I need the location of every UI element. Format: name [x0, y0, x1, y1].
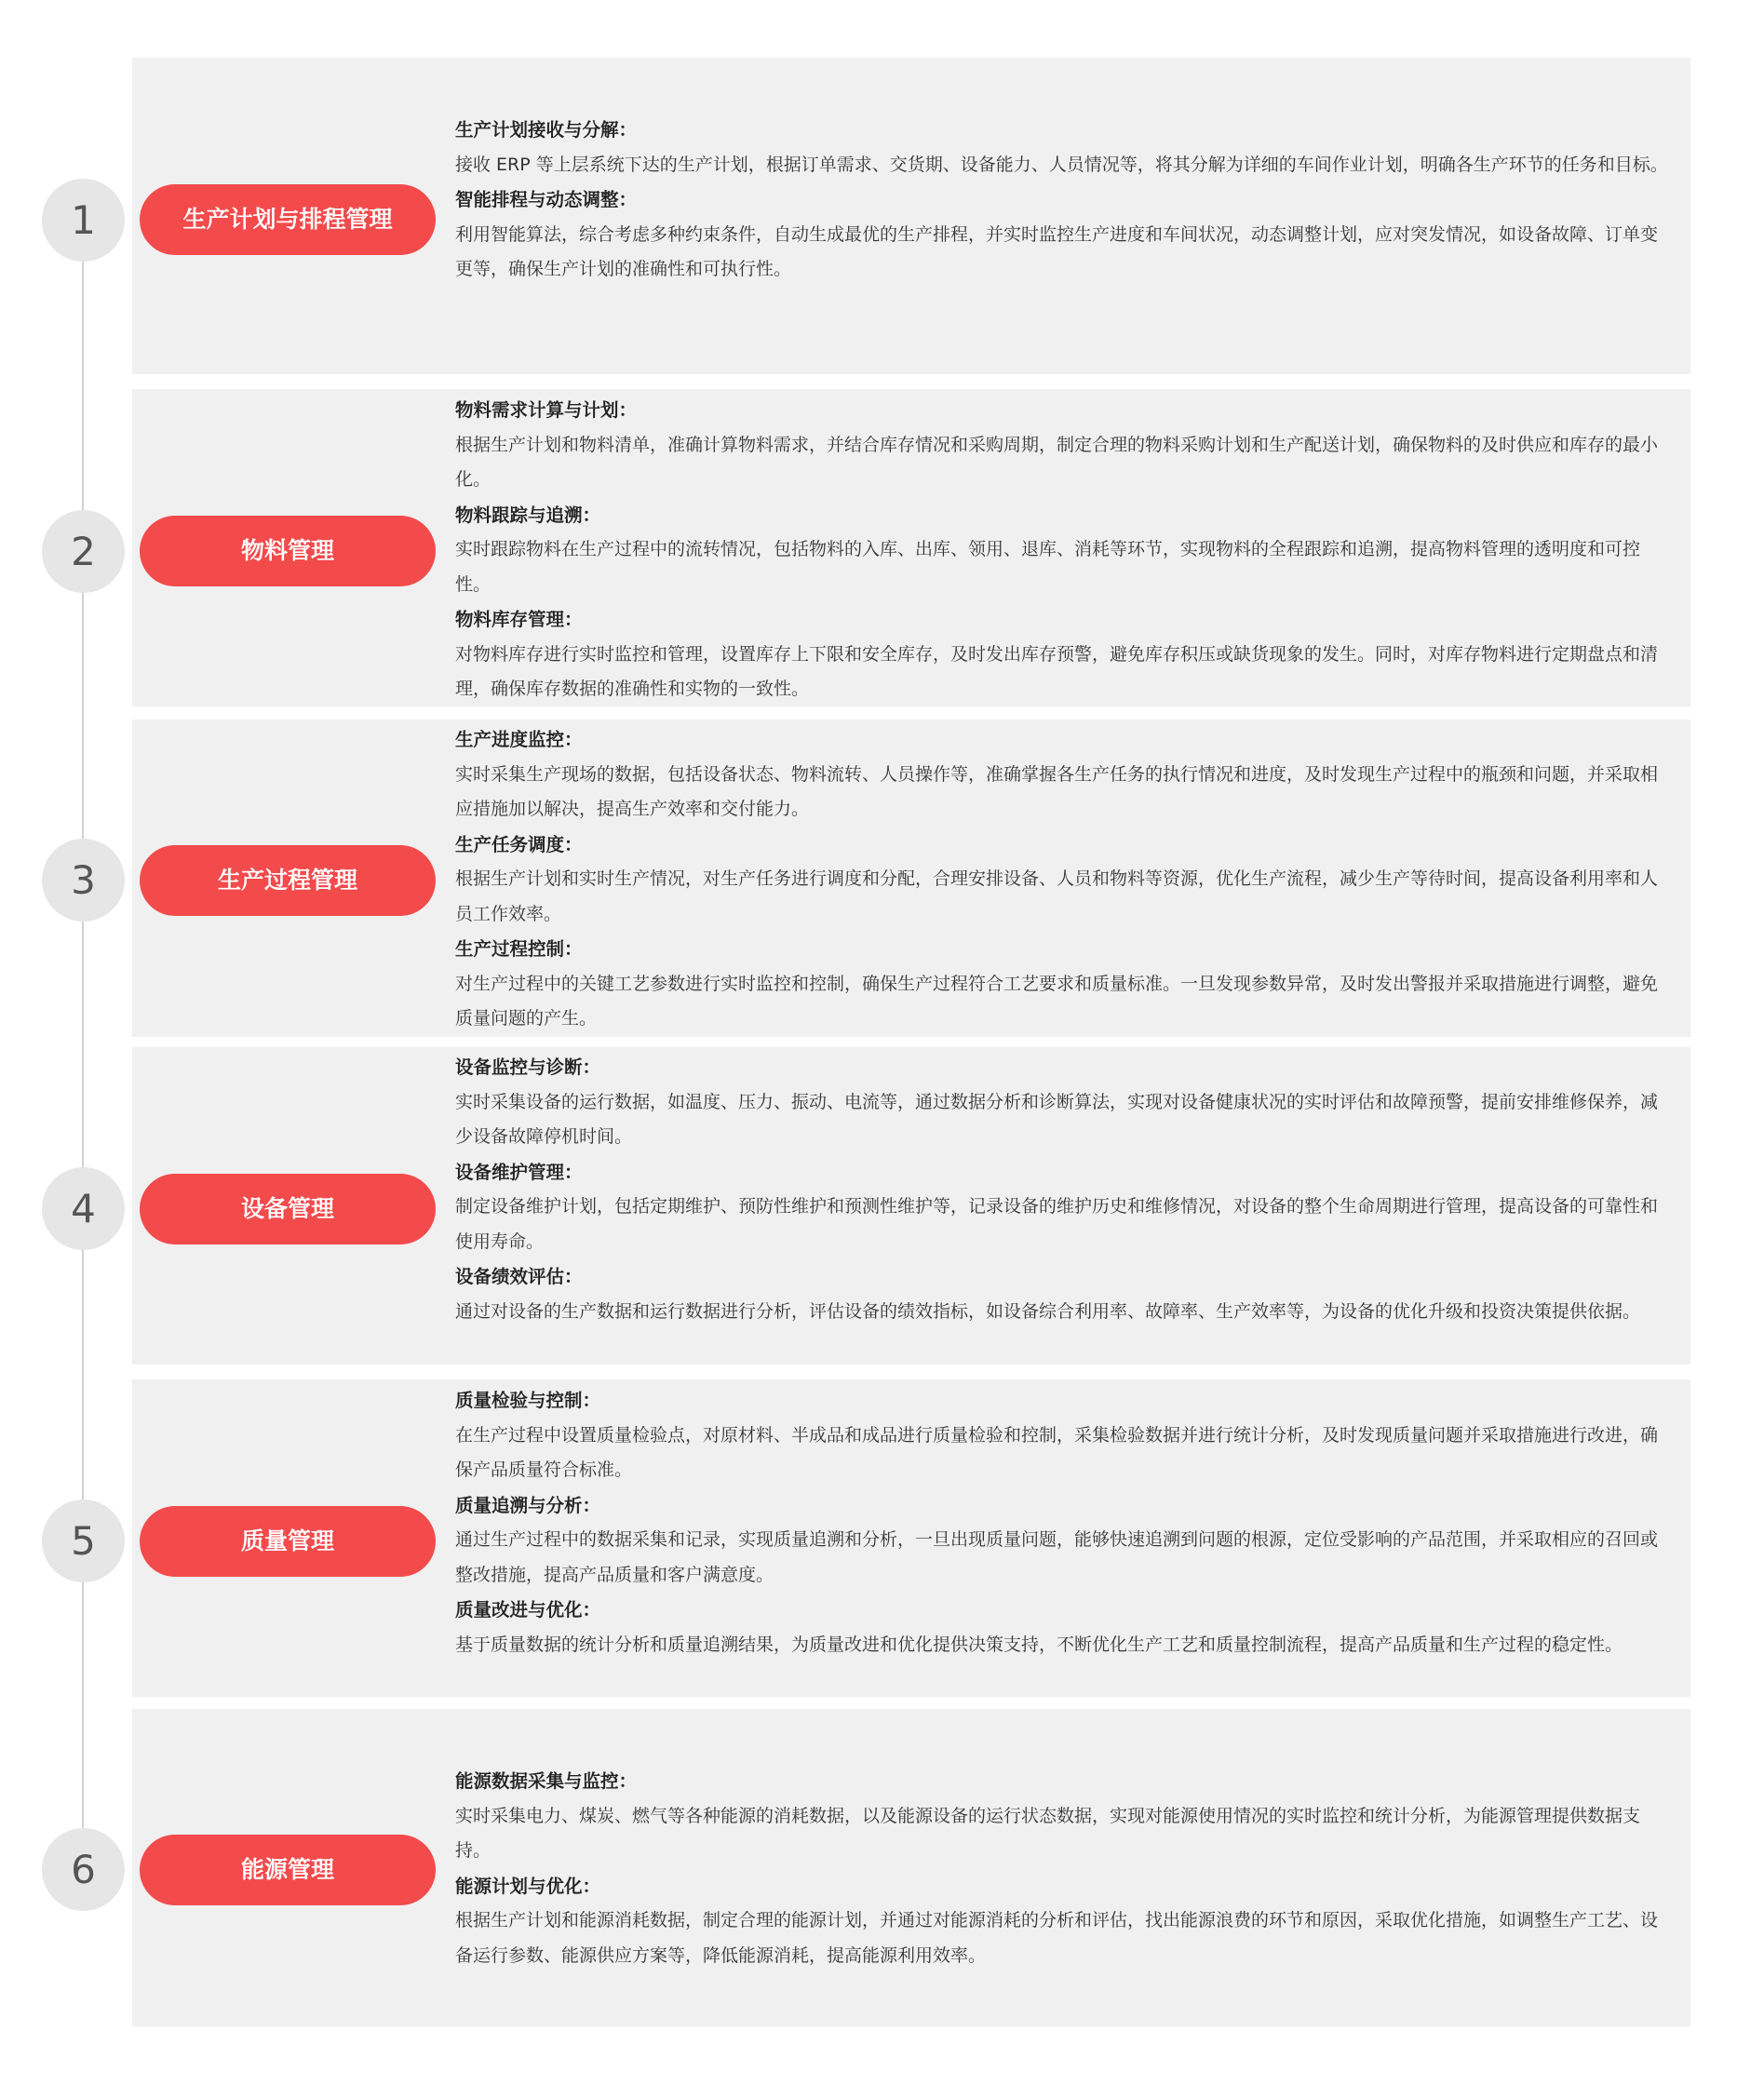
section-heading: 物料库存管理： [455, 609, 583, 630]
module-title-pill: 物料管理 [140, 516, 436, 586]
section-text: 根据生产计划和能源消耗数据，制定合理的能源计划，并通过对能源消耗的分析和评估，找出能源浪费的环节和原因，采取优化措施，如调整生产工艺、设备运行参数、能源供应方案等，降低能源消耗，提高能源利用效率。 [455, 1910, 1659, 1966]
module-title-pill: 生产计划与排程管理 [140, 184, 436, 255]
section-heading: 质量检验与控制： [455, 1390, 601, 1411]
module-content [455, 1050, 1671, 1329]
section-text: 实时跟踪物料在生产过程中的流转情况，包括物料的入库、出库、领用、退库、消耗等环节，实现物料的全程跟踪和追溯，提高物料管理的透明度和可控性。 [455, 539, 1641, 595]
section-heading: 生产过程控制： [455, 938, 583, 960]
section-text: 基于质量数据的统计分析和质量追溯结果，为质量改进和优化提供决策支持，不断优化生产工艺和质量控制流程，提高产品质量和生产过程的稳定性。 [455, 1634, 1623, 1655]
module-title-pill: 设备管理 [140, 1174, 436, 1244]
module-content [455, 113, 1671, 288]
section-heading: 生产计划接收与分解： [455, 119, 638, 141]
section-text: 实时采集电力、煤炭、燃气等各种能源的消耗数据，以及能源设备的运行状态数据，实现对能源使用情况的实时监控和统计分析，为能源管理提供数据支持。 [455, 1805, 1641, 1861]
module-content [455, 1764, 1671, 1973]
step-number-badge: 4 [42, 1167, 125, 1250]
section-heading: 能源计划与优化： [455, 1875, 601, 1897]
section-text: 在生产过程中设置质量检验点，对原材料、半成品和成品进行质量检验和控制，采集检验数据并进行统计分析，及时发现质量问题并采取措施进行改进，确保产品质量符合标准。 [455, 1424, 1659, 1480]
section-heading: 物料跟踪与追溯： [455, 504, 601, 526]
section-text: 接收 ERP 等上层系统下达的生产计划，根据订单需求、交货期、设备能力、人员情况等，将其分解为详细的车间作业计划，明确各生产环节的任务和目标。 [455, 154, 1668, 175]
section-text: 通过生产过程中的数据采集和记录，实现质量追溯和分析，一旦出现质量问题，能够快速追溯到问题的根源，定位受影响的产品范围，并采取相应的召回或整改措施，提高产品质量和客户满意度。 [455, 1529, 1659, 1585]
section-text: 根据生产计划和物料清单，准确计算物料需求，并结合库存情况和采购周期，制定合理的物料采购计划和生产配送计划，确保物料的及时供应和库存的最小化。 [455, 434, 1659, 490]
module-title-pill: 能源管理 [140, 1835, 436, 1905]
module-content [455, 1383, 1671, 1662]
section-heading: 设备维护管理： [455, 1161, 583, 1183]
section-text: 根据生产计划和实时生产情况，对生产任务进行调度和分配，合理安排设备、人员和物料等资源，优化生产流程，减少生产等待时间，提高设备利用率和人员工作效率。 [455, 868, 1659, 924]
section-heading: 智能排程与动态调整： [455, 189, 638, 210]
section-text: 对生产过程中的关键工艺参数进行实时监控和控制，确保生产过程符合工艺要求和质量标准。一旦发现参数异常，及时发出警报并采取措施进行调整，避免质量问题的产生。 [455, 973, 1659, 1029]
step-number-badge: 5 [42, 1500, 125, 1582]
step-number-badge: 6 [42, 1828, 125, 1911]
section-heading: 物料需求计算与计划： [455, 399, 638, 421]
module-title-pill: 质量管理 [140, 1506, 436, 1577]
step-number-badge: 2 [42, 510, 125, 593]
section-heading: 质量改进与优化： [455, 1599, 601, 1621]
section-text: 通过对设备的生产数据和运行数据进行分析，评估设备的绩效指标，如设备综合利用率、故障率、生产效率等，为设备的优化升级和投资决策提供依据。 [455, 1300, 1641, 1322]
section-heading: 能源数据采集与监控： [455, 1770, 638, 1792]
module-title-pill: 生产过程管理 [140, 845, 436, 916]
section-heading: 设备监控与诊断： [455, 1056, 601, 1078]
module-content [455, 393, 1671, 707]
section-text: 对物料库存进行实时监控和管理，设置库存上下限和安全库存，及时发出库存预警，避免库存积压或缺货现象的发生。同时，对库存物料进行定期盘点和清理，确保库存数据的准确性和实物的一致性。 [455, 643, 1659, 699]
section-heading: 设备绩效评估： [455, 1266, 583, 1287]
section-heading: 生产任务调度： [455, 833, 583, 855]
section-text: 利用智能算法，综合考虑多种约束条件，自动生成最优的生产排程，并实时监控生产进度和车间状况，动态调整计划，应对突发情况，如设备故障、订单变更等，确保生产计划的准确性和可执行性。 [455, 223, 1659, 279]
section-heading: 生产进度监控： [455, 729, 583, 750]
section-text: 制定设备维护计划，包括定期维护、预防性维护和预测性维护等，记录设备的维护历史和维修情况，对设备的整个生命周期进行管理，提高设备的可靠性和使用寿命。 [455, 1196, 1659, 1252]
section-text: 实时采集设备的运行数据，如温度、压力、振动、电流等，通过数据分析和诊断算法，实现对设备健康状况的实时评估和故障预警，提前安排维修保养，减少设备故障停机时间。 [455, 1091, 1659, 1147]
section-heading: 质量追溯与分析： [455, 1494, 601, 1516]
module-content [455, 722, 1671, 1037]
timeline-connector-line [82, 217, 84, 1876]
step-number-badge: 3 [42, 839, 125, 921]
step-number-badge: 1 [42, 179, 125, 262]
section-text: 实时采集生产现场的数据，包括设备状态、物料流转、人员操作等，准确掌握各生产任务的执行情况和进度，及时发现生产过程中的瓶颈和问题，并采取相应措施加以解决，提高生产效率和交付能力。 [455, 763, 1659, 819]
